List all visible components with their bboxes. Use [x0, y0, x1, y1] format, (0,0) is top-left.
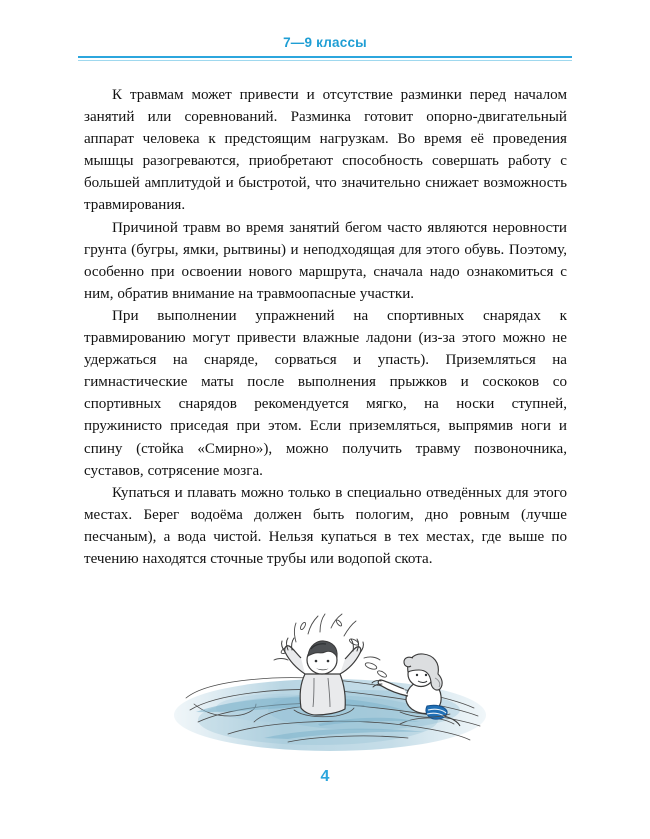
- body-text-column: [84, 84, 567, 570]
- page-folio: [0, 768, 650, 786]
- illustration-children-swimming: [168, 612, 492, 758]
- page-number: 4: [320, 768, 330, 785]
- paragraph: Купаться и плавать можно только в специально отведённых для этого местах. Берег водоёма должен быть пологим, дно ровным (лучше песчаным), а вода чистой. Нельзя купаться в тех местах, где выше по течению находятся сточные трубы или водопой скота.: [84, 484, 567, 567]
- running-head: [78, 34, 572, 52]
- header-rule-thin: [78, 60, 572, 61]
- running-head-label: 7—9 классы: [283, 35, 367, 50]
- header-rule-thick: [78, 56, 572, 58]
- header-rule-group: [78, 56, 572, 62]
- paragraph: Причиной травм во время занятий бегом часто являются неровности грунта (бугры, ямки, рытвины) и неподходящая для этого обувь. Поэтому, особенно при освоении нового маршрута, сначала надо ознакомиться с ним, обратив внимание на травмоопасные участки.: [84, 219, 567, 302]
- paragraph: При выполнении упражнений на спортивных снарядах к травмированию могут привести влажные ладони (из-за этого можно не удержаться на снаряде, сорваться и упасть). Приземляться на гимнастические маты после выполнения прыжков и соскоков со спортивных снарядов рекомендуется мягко, на носки ступней, пружинисто приседая при этом. Если приземляться, выпрямив ноги и спину (стойка «Смирно»), можно получить травму позвоночника, суставов, сотрясение мозга.: [84, 307, 567, 479]
- paragraph: К травмам может привести и отсутствие разминки перед началом занятий или соревнований. Разминка готовит опорно-двигательный аппарат человека к предстоящим нагрузкам. Во время её проведения мышцы разогреваются, приобретают способность совершать работу с большей амплитудой и быстротой, что значительно снижает возможность травмирования.: [84, 87, 567, 214]
